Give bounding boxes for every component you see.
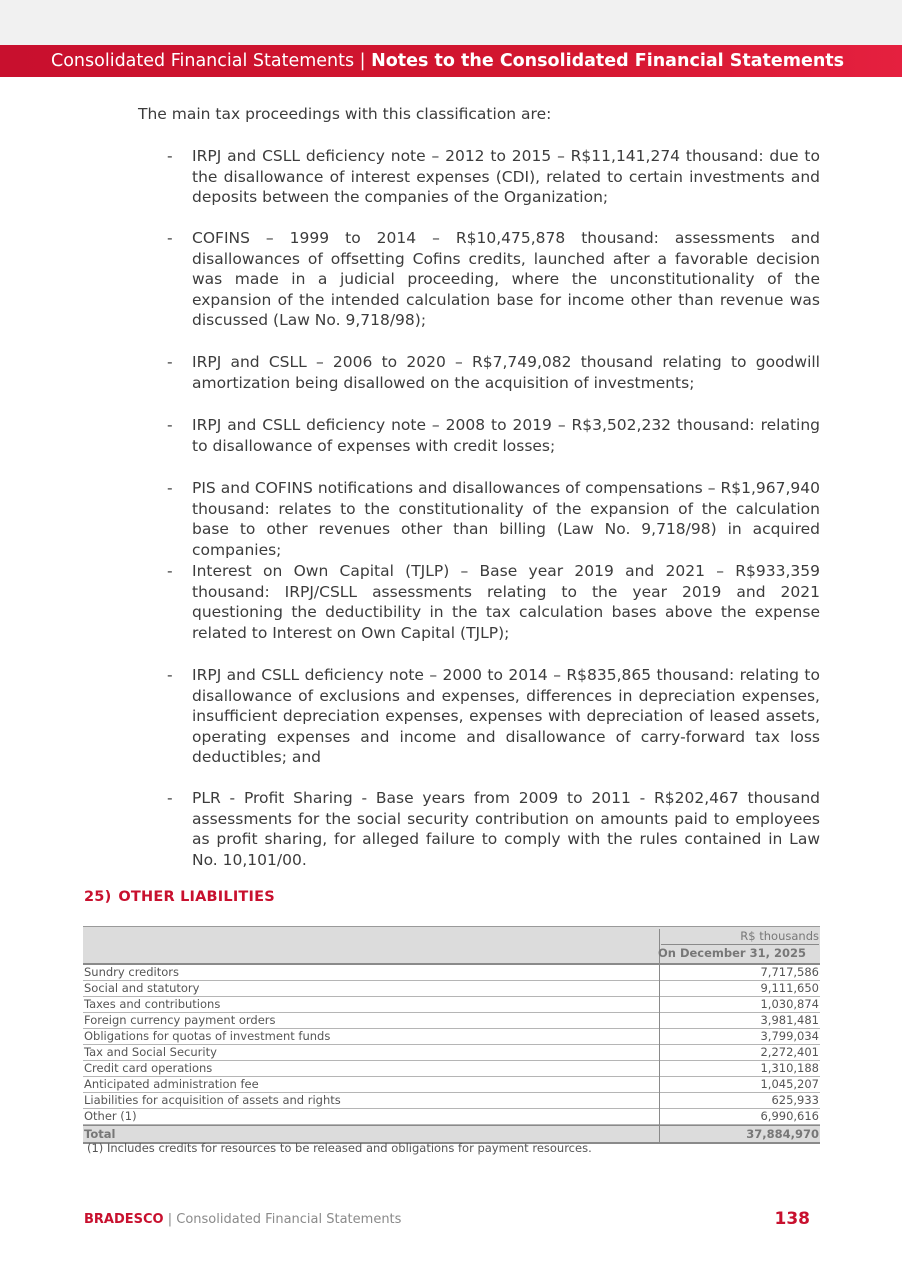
header-separator: | <box>354 51 372 71</box>
page-number: 138 <box>774 1209 810 1229</box>
proceeding-text: IRPJ and CSLL deficiency note – 2012 to 2015 – R$11,141,274 thousand: due to the disallowance of interest expenses (CDI), related to certain investments and deposits between the companies of the Organization; <box>192 147 820 207</box>
table-row <box>83 1029 820 1045</box>
bullet-dash: - <box>167 479 173 497</box>
section-number: 25) <box>84 889 112 905</box>
table-row <box>83 997 820 1013</box>
bullet-dash: - <box>167 147 173 165</box>
row-label: Obligations for quotas of investment funds <box>84 1029 331 1043</box>
top-margin <box>0 0 902 45</box>
column-divider <box>659 1077 660 1093</box>
table-row <box>83 1061 820 1077</box>
proceeding-item <box>160 228 820 331</box>
table-row <box>83 1093 820 1109</box>
row-value: 1,030,874 <box>760 997 819 1011</box>
proceeding-text: PIS and COFINS notifications and disallowances of compensations – R$1,967,940 thousand: relates to the constitutionality of the expansion of the calculation base to other revenues other than billing (Law No. 9,718/98) in acquired companies; <box>192 479 820 559</box>
table-row <box>83 1109 820 1125</box>
total-label: Total <box>84 1127 116 1141</box>
section-header-banner <box>0 45 902 77</box>
column-divider <box>659 1093 660 1109</box>
row-value: 9,111,650 <box>760 981 819 995</box>
proceeding-item <box>160 415 820 456</box>
column-divider <box>659 1126 660 1143</box>
column-divider <box>659 1013 660 1029</box>
table-row <box>83 1013 820 1029</box>
footer-separator: | <box>163 1212 177 1227</box>
column-divider <box>659 1029 660 1045</box>
column-divider <box>659 1109 660 1125</box>
header-section: Consolidated Financial Statements <box>51 51 355 71</box>
proceeding-item <box>160 561 820 643</box>
column-divider <box>659 1045 660 1061</box>
row-value: 3,799,034 <box>760 1029 819 1043</box>
column-header-date: On December 31, 2025 <box>657 946 806 960</box>
proceeding-item <box>160 788 820 870</box>
proceeding-text: IRPJ and CSLL – 2006 to 2020 – R$7,749,082 thousand relating to goodwill amortization being disallowed on the acquisition of investments; <box>192 353 820 392</box>
intro-paragraph: The main tax proceedings with this classification are: <box>138 105 552 123</box>
row-value: 1,310,188 <box>760 1061 819 1075</box>
proceeding-text: IRPJ and CSLL deficiency note – 2008 to 2019 – R$3,502,232 thousand: relating to disallowance of expenses with credit losses; <box>192 416 820 455</box>
row-value: 3,981,481 <box>760 1013 819 1027</box>
row-value: 2,272,401 <box>760 1045 819 1059</box>
table-row <box>83 965 820 981</box>
row-label: Credit card operations <box>84 1061 213 1075</box>
row-label: Anticipated administration fee <box>84 1077 259 1091</box>
proceeding-text: COFINS – 1999 to 2014 – R$10,475,878 thousand: assessments and disallowances of offsetting Cofins credits, launched after a favorable decision was made in a judicial proceeding, where the unconstitutionality of the expansion of the intended calculation base for income other than revenue was discussed (Law No. 9,718/98); <box>192 229 820 330</box>
table-header <box>83 926 820 965</box>
proceeding-text: IRPJ and CSLL deficiency note – 2000 to 2014 – R$835,865 thousand: relating to disallowance of exclusions and expenses, differences in depreciation expenses, insufficient depreciation expenses, expenses with depreciation of leased assets, operating expenses and income and disallowance of carry-forward tax loss deductibles; and <box>192 666 820 767</box>
other-liabilities-table <box>83 926 820 1144</box>
row-label: Taxes and contributions <box>84 997 221 1011</box>
table-footnote: (1) Includes credits for resources to be released and obligations for payment resources. <box>87 1141 592 1155</box>
proceeding-item <box>160 665 820 768</box>
total-value: 37,884,970 <box>746 1127 819 1141</box>
page-footer <box>84 1212 401 1227</box>
footer-brand: BRADESCO <box>84 1212 164 1227</box>
column-divider <box>659 1061 660 1077</box>
row-value: 1,045,207 <box>760 1077 819 1091</box>
row-label: Sundry creditors <box>84 965 179 979</box>
section-title: OTHER LIABILITIES <box>118 889 275 905</box>
table-row <box>83 981 820 997</box>
footer-text: Consolidated Financial Statements <box>176 1212 402 1227</box>
bullet-dash: - <box>167 666 173 684</box>
bullet-dash: - <box>167 229 173 247</box>
table-row <box>83 1077 820 1093</box>
row-value: 6,990,616 <box>760 1109 819 1123</box>
bullet-dash: - <box>167 562 173 580</box>
section-heading <box>84 889 275 905</box>
row-value: 7,717,586 <box>760 965 819 979</box>
row-value: 625,933 <box>771 1093 819 1107</box>
bullet-dash: - <box>167 789 173 807</box>
row-label: Social and statutory <box>84 981 200 995</box>
bullet-dash: - <box>167 416 173 434</box>
column-divider <box>659 965 660 981</box>
proceeding-text: Interest on Own Capital (TJLP) – Base year 2019 and 2021 – R$933,359 thousand: IRPJ/CSLL assessments relating to the year 2019 and 2021 questioning the deductibility in the tax calculation bases above the expense related to Interest on Own Capital (TJLP); <box>192 562 820 642</box>
proceeding-item <box>160 478 820 560</box>
bullet-dash: - <box>167 353 173 371</box>
row-label: Other (1) <box>84 1109 137 1123</box>
row-label: Tax and Social Security <box>84 1045 217 1059</box>
header-text <box>51 45 844 77</box>
table-row <box>83 1045 820 1061</box>
proceeding-item <box>160 146 820 208</box>
row-label: Liabilities for acquisition of assets and rights <box>84 1093 341 1107</box>
proceeding-text: PLR - Profit Sharing - Base years from 2009 to 2011 - R$202,467 thousand assessments for the social security contribution on amounts paid to employees as profit sharing, for alleged failure to comply with the rules contained in Law No. 10,101/00. <box>192 789 820 869</box>
header-subsection: Notes to the Consolidated Financial Statements <box>371 51 845 71</box>
column-divider <box>659 981 660 997</box>
unit-label: R$ thousands <box>661 929 819 945</box>
row-label: Foreign currency payment orders <box>84 1013 276 1027</box>
proceeding-item <box>160 352 820 393</box>
column-divider <box>659 997 660 1013</box>
